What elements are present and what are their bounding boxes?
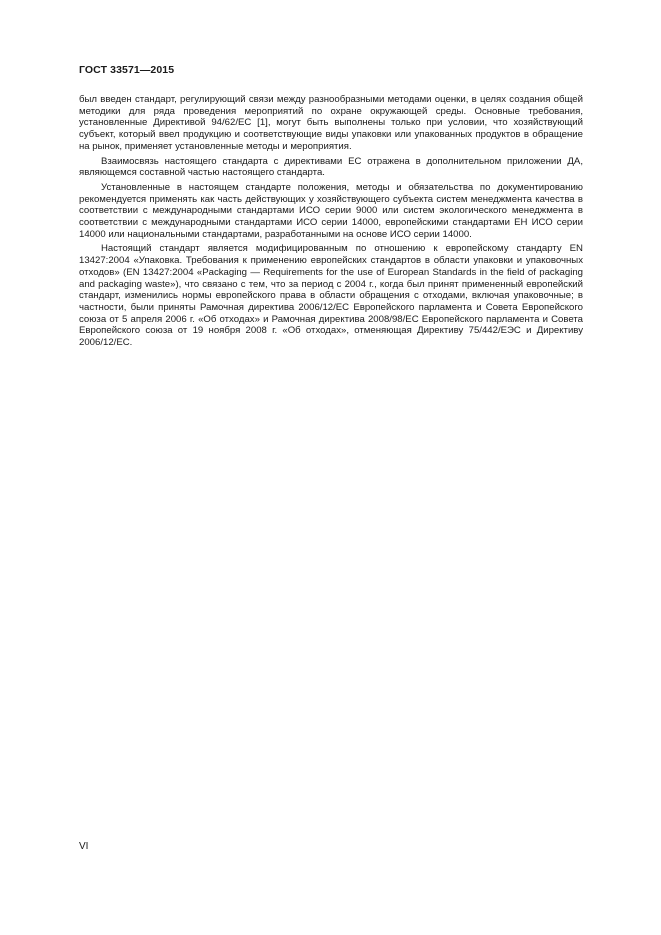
paragraph-directives-link: Взаимосвязь настоящего стандарта с директивами ЕС отражена в дополнительном приложении ДА, являющемся составной частью настоящего стандарта. [79, 155, 583, 179]
paragraph-continuation: был введен стандарт, регулирующий связи между разнообразными методами оценки, в целях создания общей методики для ряда проведения мероприятий по охране окружающей среды. Основные требования, установленные Директивой 94/62/ЕС [1], могут быть выполнены только при условии, что хозяйствующий субъект, который ввел продукцию и соответствующие виды упаковки или упакованных продуктов в обращение на рынок, применяет установленные методы и мероприятия. [79, 94, 583, 152]
document-header-title: ГОСТ 33571—2015 [79, 64, 175, 76]
page-number: VI [79, 841, 89, 852]
paragraph-management-systems: Установленные в настоящем стандарте положения, методы и обязательства по документированию рекомендуется применять как часть действующих у хозяйствующего субъекта систем менеджмента качества в соответствии с международными стандартами ИСО серии 9000 или систем экологического менеджмента в соответствии с международными стандартами ИСО серии 14000, европейскими стандартами ЕН ИСО серии 14000 или национальными стандартами, разработанными на основе ИСО серии 14000. [79, 181, 583, 240]
document-body [79, 94, 583, 349]
paragraph-modification-note: Настоящий стандарт является модифицированным по отношению к европейскому стандарту EN 13427:2004 «Упаковка. Требования к применению европейских стандартов в области упаковки и упаковочных отходов» (EN 13427:2004 «Packaging — Requirements for the use of European Standards in the field of packaging and packaging waste»), что связано с тем, что за период с 2004 г., когда был принят примененный европейский стандарт, изменились нормы европейского права в области обращения с отходами, включая упаковочные; в частности, были приняты Рамочная директива 2006/12/ЕС Европейского парламента и Совета Европейского союза от 5 апреля 2006 г. «Об отходах» и Рамочная директива 2008/98/ЕС Европейского парламента и Совета Европейского союза от 19 ноября 2008 г. «Об отходах», отменяющая Директиву 75/442/ЕЭС и Директиву 2006/12/ЕС. [79, 243, 583, 349]
